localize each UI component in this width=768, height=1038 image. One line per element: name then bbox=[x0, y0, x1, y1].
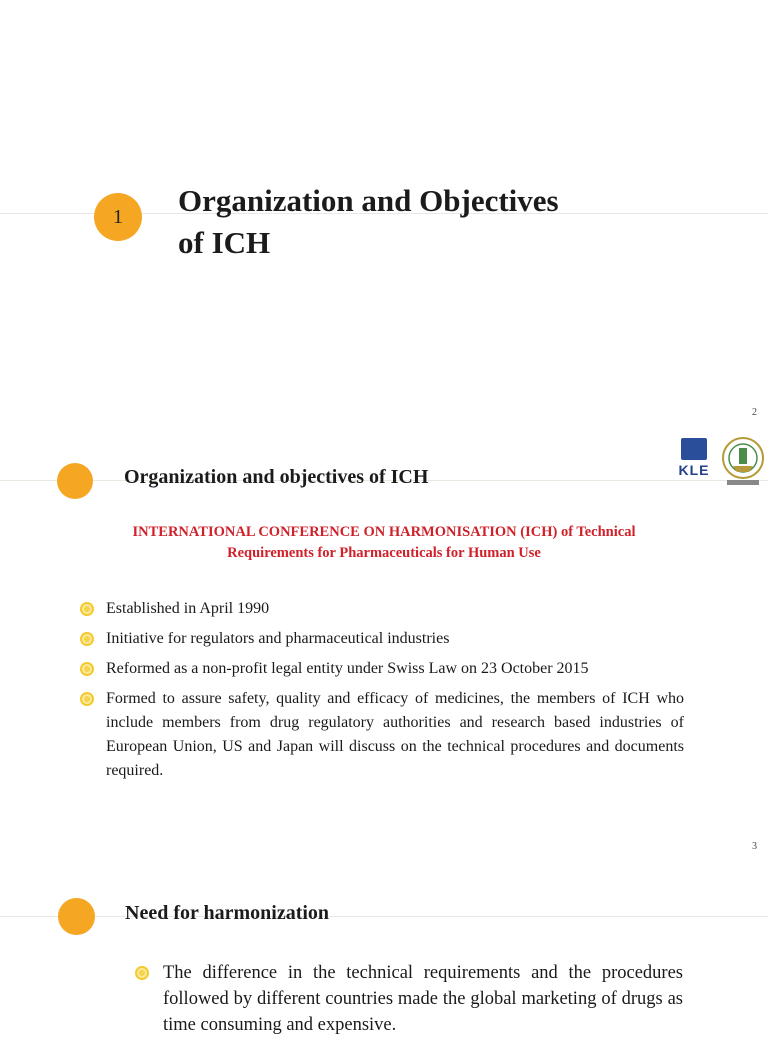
section-number: 1 bbox=[113, 205, 123, 228]
subtitle-line-1: INTERNATIONAL CONFERENCE ON HARMONISATION (ICH) of Technical bbox=[132, 524, 636, 540]
bullet-icon bbox=[135, 966, 149, 980]
list-item-text: Formed to assure safety, quality and efficacy of medicines, the members of ICH who include members from drug regulatory authorities and research based industries of European Union, US and Japan will discuss on the technical procedures and documents required. bbox=[106, 690, 684, 779]
heading-dot-icon bbox=[57, 463, 93, 499]
heading-dot-icon bbox=[58, 898, 95, 935]
list-item bbox=[80, 627, 684, 651]
list-item-text: Established in April 1990 bbox=[106, 600, 270, 617]
page-number: 3 bbox=[752, 841, 757, 852]
list-item bbox=[80, 687, 684, 783]
page-number: 2 bbox=[752, 407, 757, 418]
kle-logo-mark-icon bbox=[681, 438, 707, 460]
section-title: Organization and Objectives of ICH bbox=[178, 183, 559, 260]
list-item bbox=[135, 960, 683, 1038]
heading-divider-line bbox=[0, 916, 768, 917]
list-item-text: Reformed as a non-profit legal entity under Swiss Law on 23 October 2015 bbox=[106, 660, 589, 677]
bullet-icon bbox=[80, 692, 94, 706]
list-item-text: Initiative for regulators and pharmaceutical industries bbox=[106, 630, 450, 647]
bullet-icon bbox=[80, 662, 94, 676]
list-item bbox=[80, 657, 684, 681]
slide-heading: Organization and objectives of ICH bbox=[124, 466, 429, 488]
list-item-text: The difference in the technical requirements and the procedures followed by different countries made the global marketing of drugs as time consuming and expensive. bbox=[163, 963, 683, 1035]
subtitle-line-2: Requirements for Pharmaceuticals for Human Use bbox=[227, 545, 541, 561]
college-seal-icon bbox=[721, 436, 765, 488]
bullet-icon bbox=[80, 632, 94, 646]
section-number-badge bbox=[94, 193, 142, 241]
objectives-list bbox=[80, 597, 684, 789]
kle-logo bbox=[674, 438, 714, 484]
kle-logo-text: KLE bbox=[678, 462, 710, 478]
conference-subtitle bbox=[60, 522, 708, 564]
slide-heading: Need for harmonization bbox=[125, 902, 330, 924]
bullet-icon bbox=[80, 602, 94, 616]
list-item bbox=[80, 597, 684, 621]
harmonization-list bbox=[135, 960, 683, 1038]
